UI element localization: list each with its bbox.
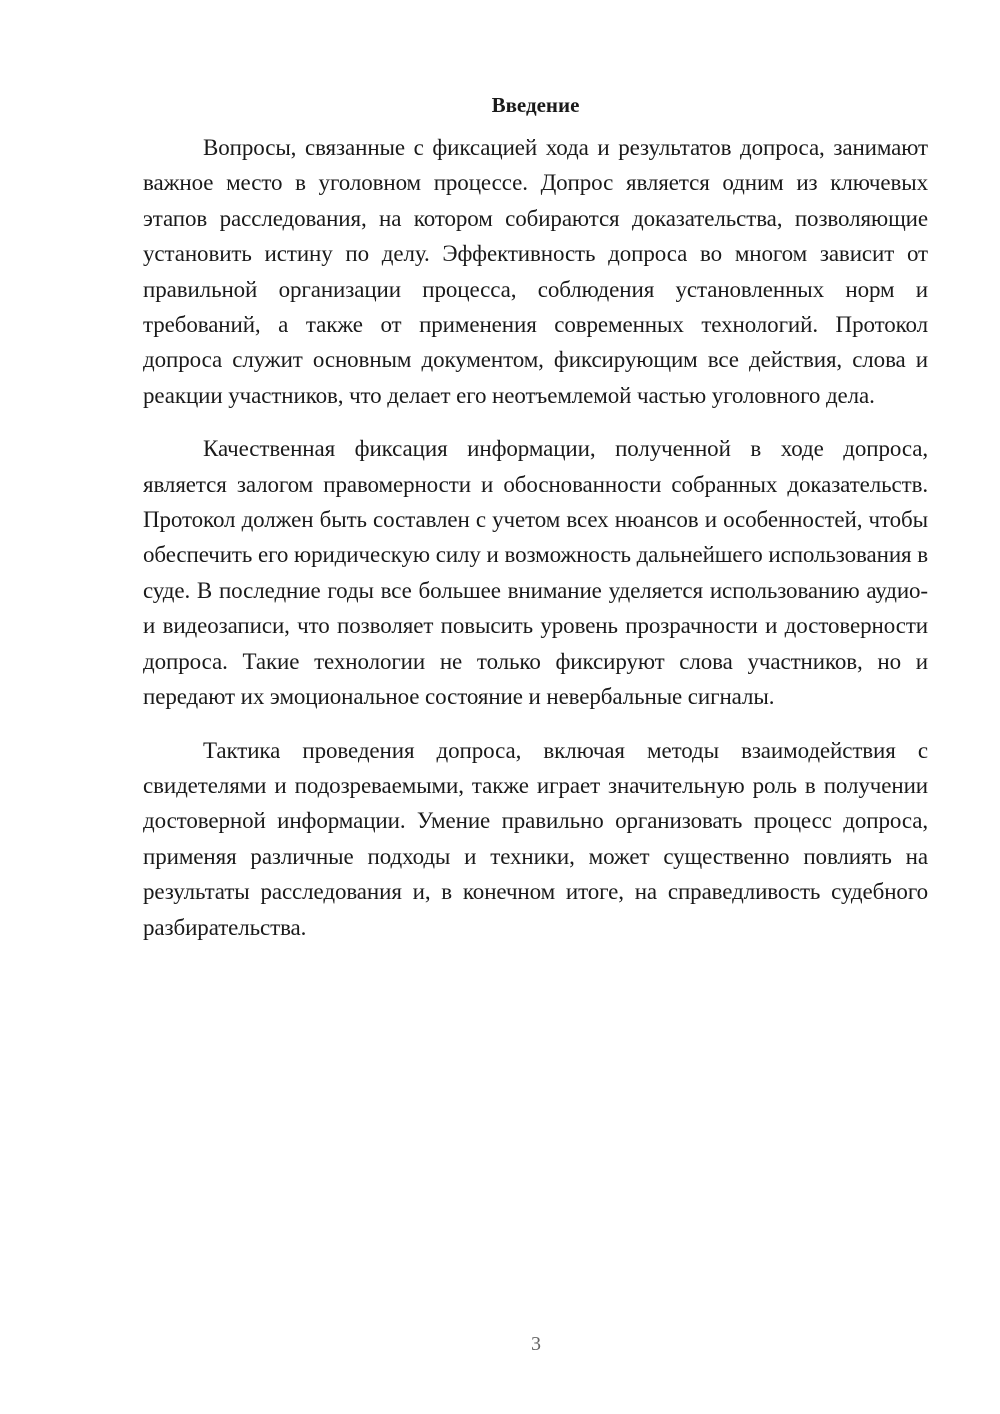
page-number: 3 bbox=[531, 1333, 541, 1355]
paragraph-1: Вопросы, связанные с фиксацией хода и результатов допроса, занимают важное место в уголовном процессе. Допрос является одним из ключевых этапов расследования, на котором собираются доказательства, позволяющие установить истину по делу. Эффективность допроса во многом зависит от правильной организации процесса, соблюдения установленных норм и требований, а также от применения современных технологий. Протокол допроса служит основным документом, фиксирующим все действия, слова и реакции участников, что делает его неотъемлемой частью уголовного дела. bbox=[143, 135, 928, 408]
paragraph-2: Качественная фиксация информации, полученной в ходе допроса, является залогом правомерности и обоснованности собранных доказательств. Протокол должен быть составлен с учетом всех нюансов и особенностей, чтобы обеспечить его юридическую силу и возможность дальнейшего использования в суде. В последние годы все большее внимание уделяется использованию аудио- и видеозаписи, что позволяет повысить уровень прозрачности и достоверности допроса. Такие технологии не только фиксируют слова участников, но и передают их эмоциональное состояние и невербальные сигналы. bbox=[143, 436, 928, 710]
section-title: Введение bbox=[491, 93, 580, 117]
paragraph-3: Тактика проведения допроса, включая методы взаимодействия с свидетелями и подозреваемыми, также играет значительную роль в получении достоверной информации. Умение правильно организовать процесс допроса, применяя различные подходы и техники, может существенно повлиять на результаты расследования и, в конечном итоге, на справедливость судебного разбирательства. bbox=[143, 737, 928, 940]
document-page bbox=[143, 92, 928, 963]
